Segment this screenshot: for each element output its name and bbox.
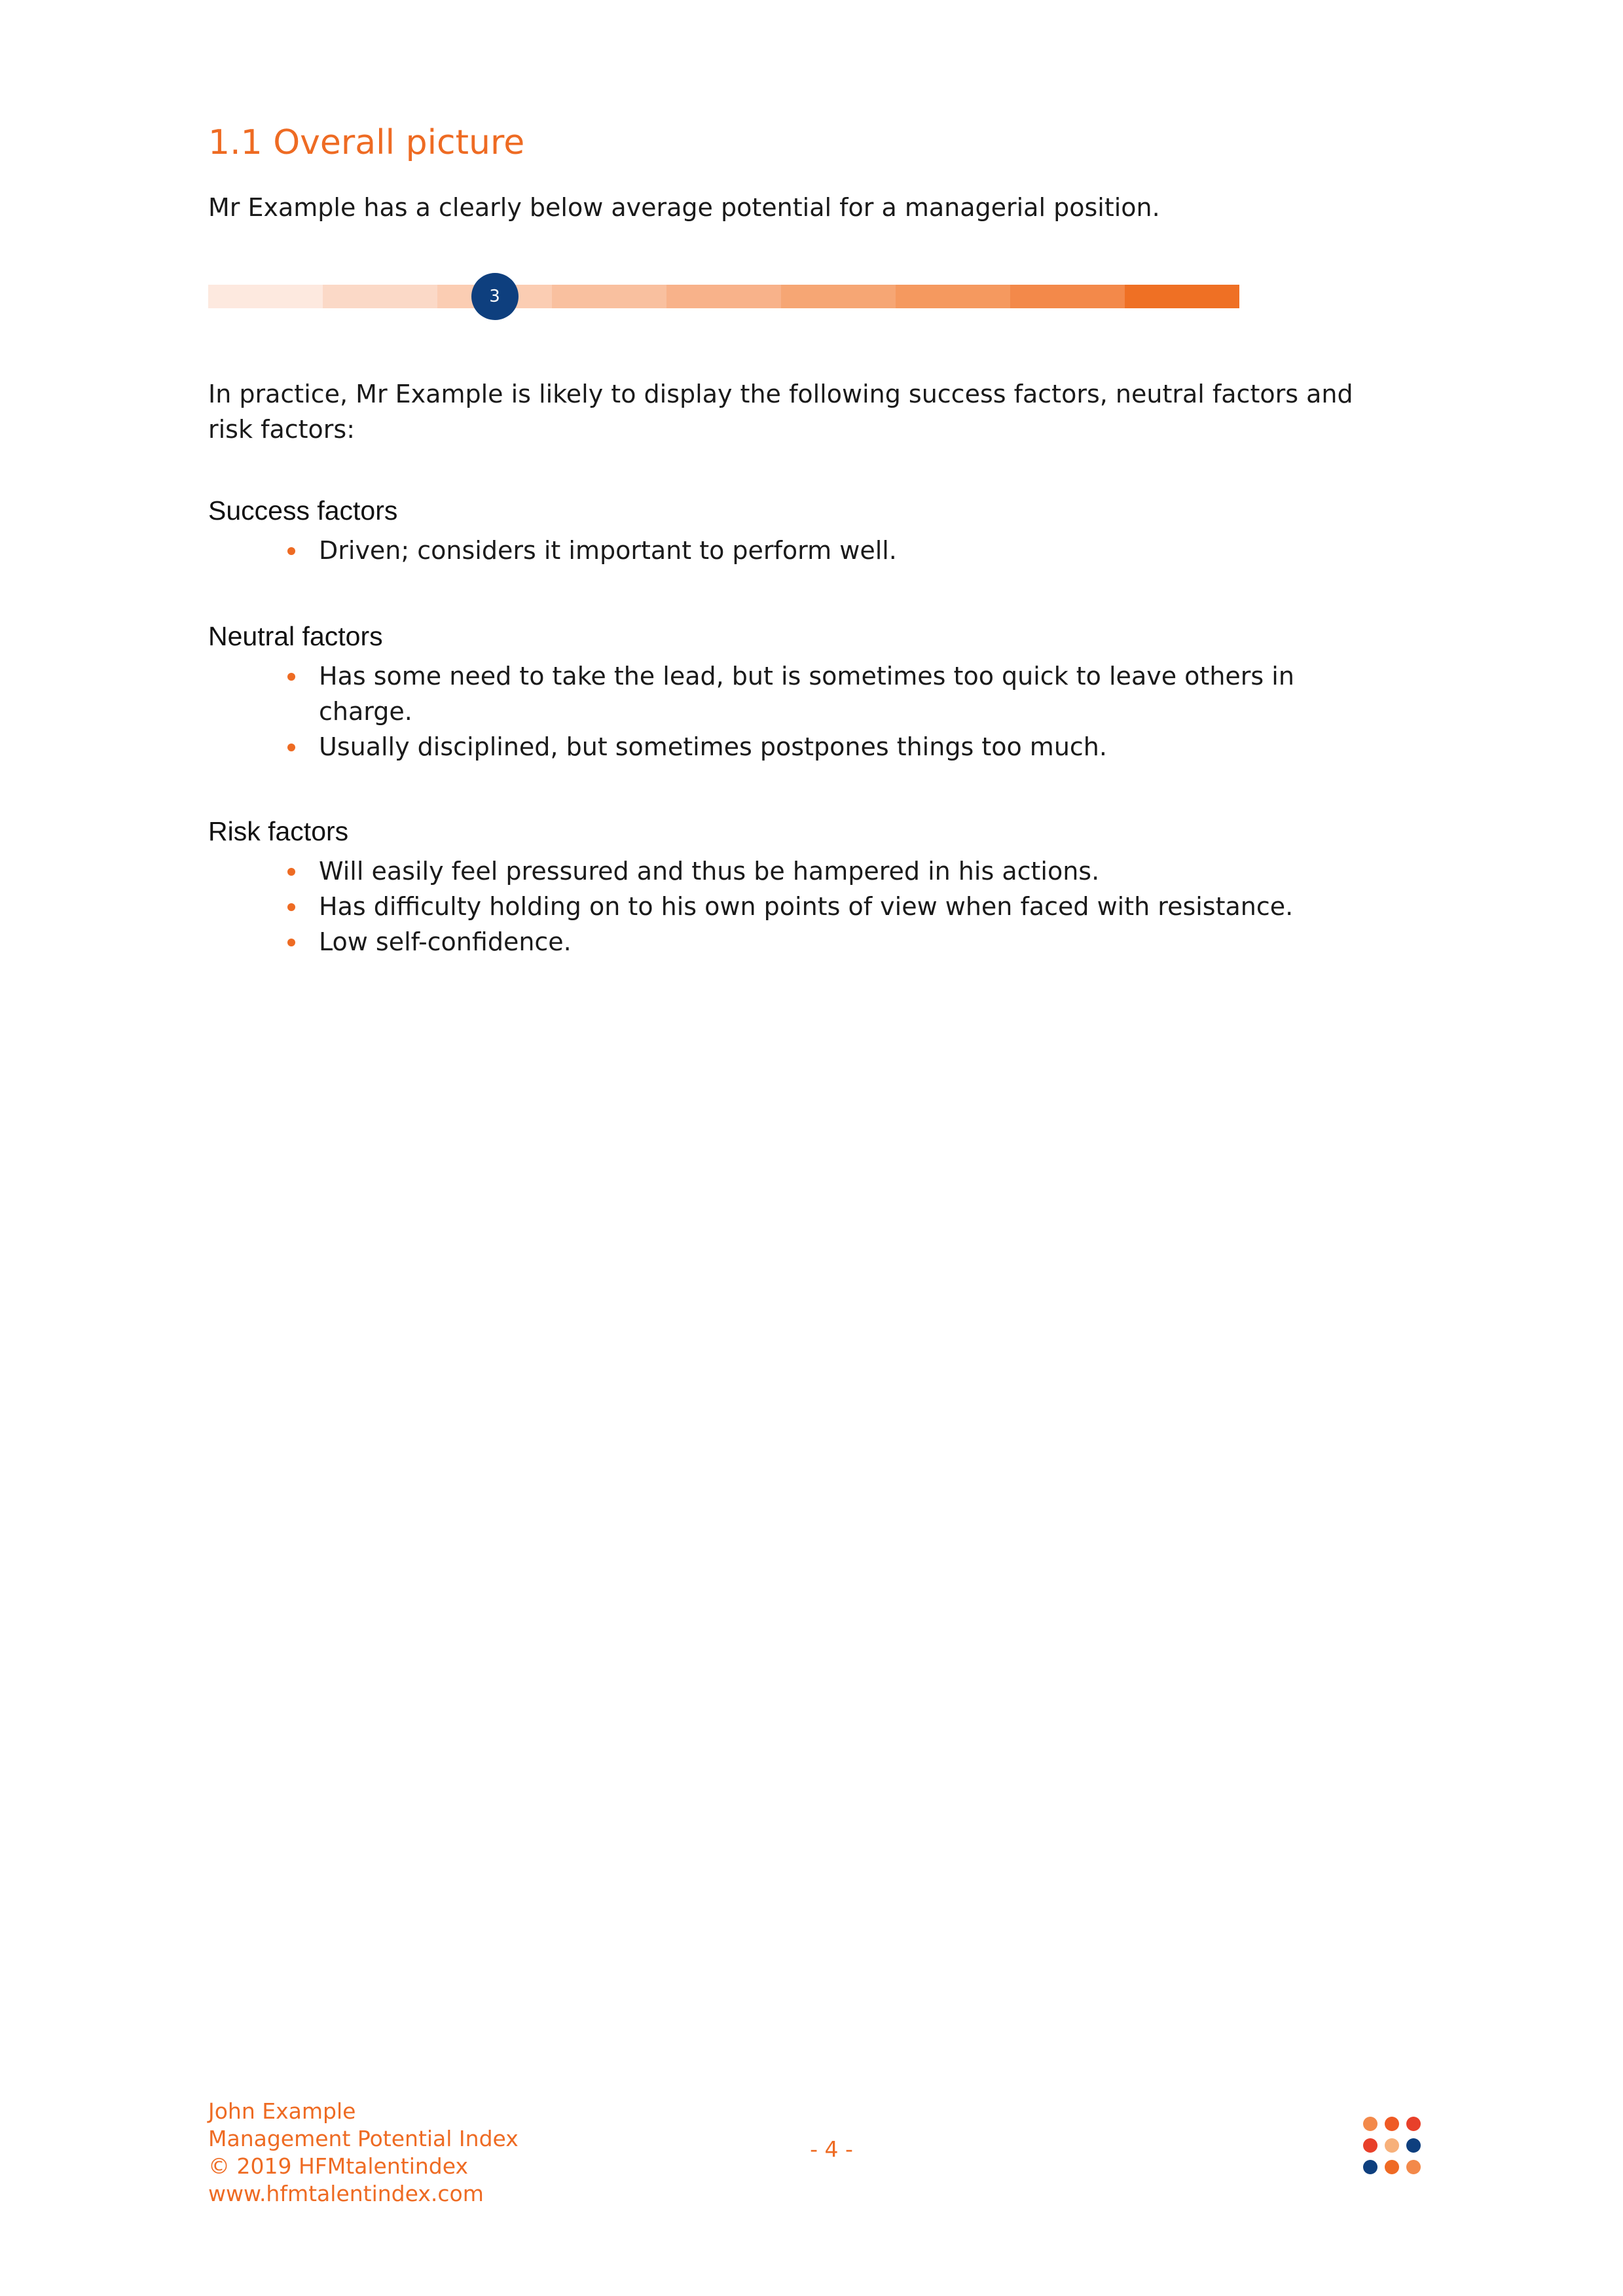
neutral-factors-list — [208, 658, 1387, 764]
logo-dot — [1385, 2160, 1399, 2174]
bullet-icon — [287, 868, 295, 876]
risk-factor-item — [319, 924, 1387, 960]
scale-segment-1 — [208, 285, 323, 308]
risk-factors-section — [208, 813, 1387, 960]
scale-segment-9 — [1125, 285, 1239, 308]
potential-scale — [208, 285, 1239, 308]
success-factor-text: Driven; considers it important to perform well. — [319, 536, 897, 565]
scale-segment-5 — [666, 285, 781, 308]
neutral-factors-heading: Neutral factors — [208, 621, 383, 651]
risk-factor-text: Will easily feel pressured and thus be hampered in his actions. — [319, 857, 1100, 886]
bullet-icon — [287, 547, 295, 555]
neutral-factor-text: Has some need to take the lead, but is sometimes too quick to leave others in charge. — [319, 662, 1294, 726]
scale-segment-4 — [552, 285, 666, 308]
risk-factor-item — [319, 853, 1387, 889]
risk-factors-heading: Risk factors — [208, 816, 349, 846]
practice-text: In practice, Mr Example is likely to display the following success factors, neutral factors and risk factors: — [208, 380, 1353, 444]
success-factors-section — [208, 492, 1387, 568]
neutral-factor-item — [319, 658, 1387, 729]
risk-factor-text: Low self-confidence. — [319, 927, 572, 956]
logo-dot — [1406, 2138, 1421, 2153]
logo-dot — [1385, 2138, 1399, 2153]
hfm-logo-icon — [1363, 2117, 1429, 2182]
neutral-factor-text: Usually disciplined, but sometimes postpones things too much. — [319, 732, 1107, 761]
scale-segment-8 — [1010, 285, 1125, 308]
bullet-icon — [287, 939, 295, 946]
bullet-icon — [287, 673, 295, 681]
success-factors-heading: Success factors — [208, 495, 398, 526]
footer-website: www.hfmtalentindex.com — [208, 2181, 484, 2206]
logo-dot — [1363, 2117, 1377, 2131]
footer-report-name: Management Potential Index — [208, 2126, 519, 2151]
scale-segment-7 — [896, 285, 1010, 308]
score-marker: 3 — [471, 273, 519, 320]
page-title: 1.1 Overall picture — [208, 123, 525, 162]
success-factors-list — [208, 533, 1387, 568]
risk-factor-text: Has difficulty holding on to his own points of view when faced with resistance. — [319, 892, 1294, 921]
scale-segment-6 — [781, 285, 896, 308]
footer-copyright: © 2019 HFMtalentindex — [208, 2153, 468, 2179]
logo-dot — [1385, 2117, 1399, 2131]
logo-dot — [1363, 2138, 1377, 2153]
bullet-icon — [287, 903, 295, 911]
neutral-factors-section — [208, 618, 1387, 764]
footer-info — [208, 2098, 519, 2208]
footer-candidate-name: John Example — [208, 2098, 356, 2124]
scale-segment-2 — [323, 285, 437, 308]
logo-dot — [1406, 2117, 1421, 2131]
bullet-icon — [287, 744, 295, 751]
logo-dot — [1363, 2160, 1377, 2174]
neutral-factor-item — [319, 729, 1387, 764]
success-factor-item — [319, 533, 1387, 568]
intro-text: Mr Example has a clearly below average potential for a managerial position. — [208, 193, 1160, 222]
risk-factors-list — [208, 853, 1387, 960]
logo-dot — [1406, 2160, 1421, 2174]
page-number: - 4 - — [810, 2136, 853, 2162]
risk-factor-item — [319, 889, 1387, 924]
